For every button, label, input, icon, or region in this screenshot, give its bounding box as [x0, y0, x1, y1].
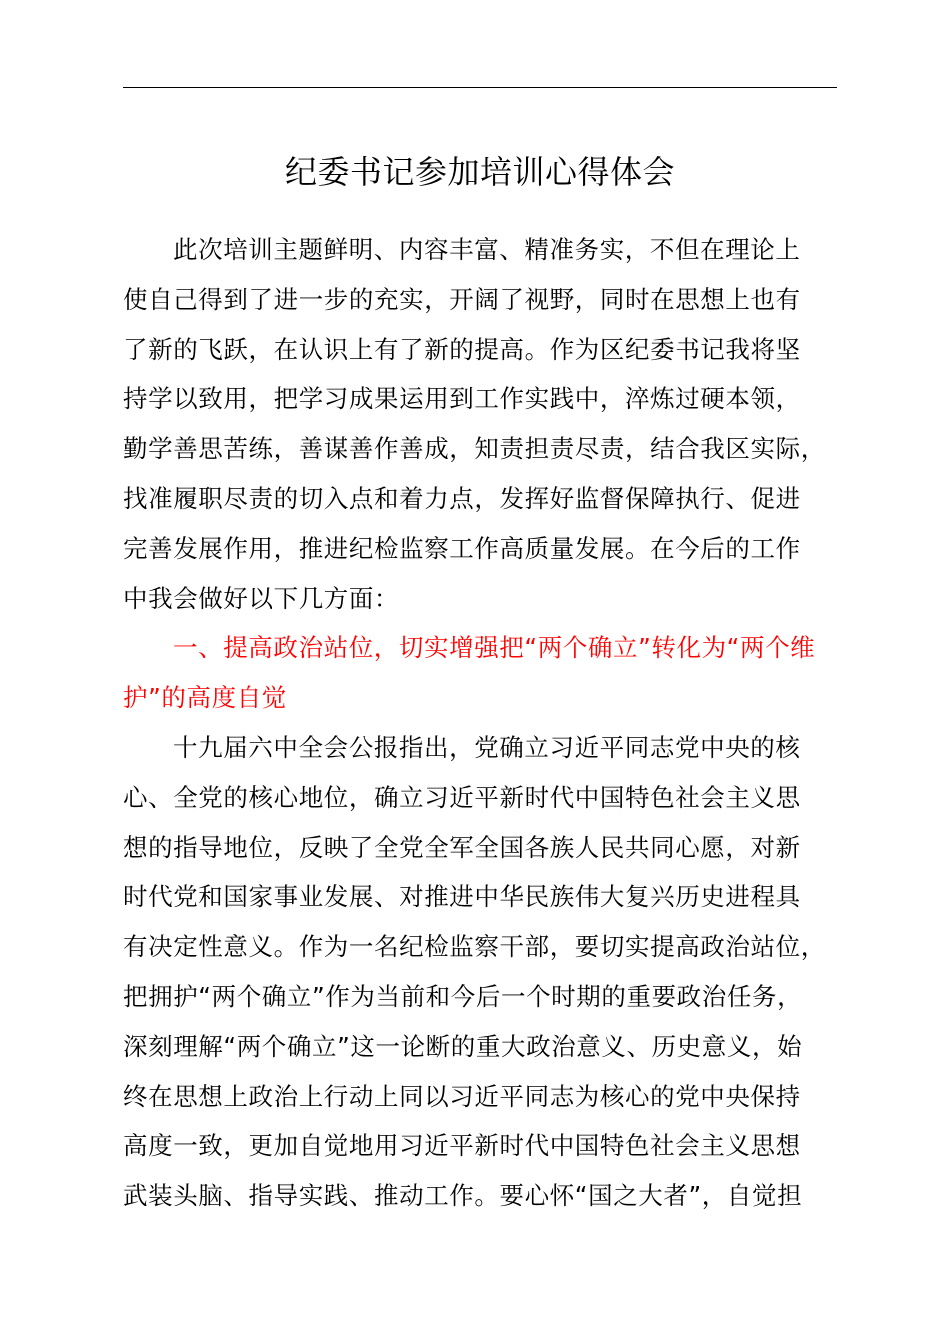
paragraph-2-line: 武装头脑、指导实践、推动工作。要心怀“国之大者”，自觉担 [123, 1181, 803, 1211]
paragraph-1-line: 持学以致用，把学习成果运用到工作实践中，淬炼过硬本领， [123, 384, 801, 414]
paragraph-2-line: 深刻理解“两个确立”这一论断的重大政治意义、历史意义，始 [123, 1031, 803, 1061]
paragraph-1-line: 勤学善思苦练，善谋善作善成，知责担责尽责，结合我区实际， [123, 434, 826, 464]
paragraph-1-line: 中我会做好以下几方面： [123, 583, 400, 613]
paragraph-2-line: 心、全党的核心地位，确立习近平新时代中国特色社会主义思 [123, 782, 801, 812]
section-heading-line: 一、提高政治站位，切实增强把“两个确立”转化为“两个维 [173, 633, 816, 663]
paragraph-2-line: 高度一致，更加自觉地用习近平新时代中国特色社会主义思想 [123, 1131, 801, 1161]
paragraph-2-line: 十九届六中全会公报指出，党确立习近平同志党中央的核 [173, 732, 801, 762]
paragraph-1-line: 完善发展作用，推进纪检监察工作高质量发展。在今后的工作 [123, 533, 801, 563]
paragraph-1-line: 找准履职尽责的切入点和着力点，发挥好监督保障执行、促进 [123, 483, 801, 513]
header-rule [123, 87, 837, 88]
paragraph-2-line: 终在思想上政治上行动上同以习近平同志为核心的党中央保持 [123, 1081, 801, 1111]
document-body [123, 225, 837, 1221]
paragraph-1-line: 了新的飞跃，在认识上有了新的提高。作为区纪委书记我将坚 [123, 334, 801, 364]
paragraph-1-line: 此次培训主题鲜明、内容丰富、精准务实，不但在理论上 [173, 235, 801, 264]
section-heading-line: 护”的高度自觉 [123, 683, 287, 713]
document-title: 纪委书记参加培训心得体会 [284, 153, 675, 191]
paragraph-2-line: 想的指导地位，反映了全党全军全国各族人民共同心愿，对新 [123, 832, 801, 862]
paragraph-2-line: 把拥护“两个确立”作为当前和今后一个时期的重要政治任务， [123, 981, 803, 1011]
paragraph-1-line: 使自己得到了进一步的充实，开阔了视野，同时在思想上也有 [123, 284, 801, 314]
paragraph-2-line: 时代党和国家事业发展、对推进中华民族伟大复兴历史进程具 [123, 882, 801, 912]
paragraph-2-line: 有决定性意义。作为一名纪检监察干部，要切实提高政治站位， [123, 932, 826, 962]
